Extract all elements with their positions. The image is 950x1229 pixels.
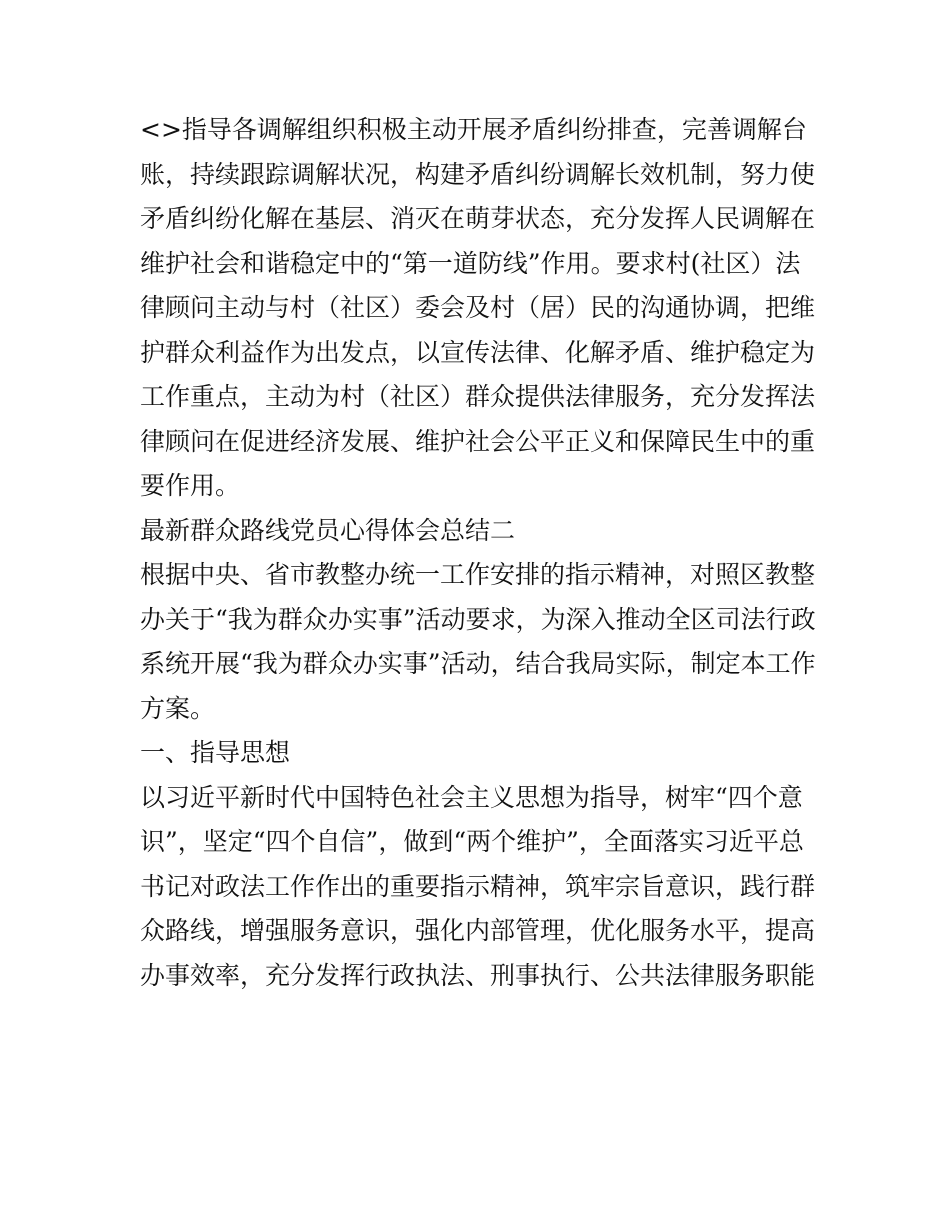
text-line: 办事效率，充分发挥行政执法、刑事执行、公共法律服务职能 (140, 960, 816, 990)
section-heading: 最新群众路线党员心得体会总结二 (140, 515, 516, 545)
text-line: 律顾问在促进经济发展、维护社会公平正义和保障民生中的重 (140, 426, 816, 456)
text-line: 工作重点，主动为村（社区）群众提供法律服务，充分发挥法 (140, 382, 816, 411)
text-line: 识”，坚定“四个自信”，做到“两个维护”，全面落实习近平总 (140, 827, 804, 856)
text-line: 书记对政法工作作出的重要指示精神，筑牢宗旨意识，践行群 (140, 871, 816, 901)
text-line: 办关于“我为群众办实事”活动要求，为深入推动全区司法行政 (140, 604, 816, 634)
document-body (140, 108, 820, 998)
text-line: 方案。 (140, 693, 216, 723)
section-heading: 一、指导思想 (140, 738, 291, 767)
text-line: 账，持续跟踪调解状况，构建矛盾纠纷调解长效机制，努力使 (140, 159, 816, 189)
text-line: <>指导各调解组织积极主动开展矛盾纠纷排查，完善调解台 (140, 115, 807, 144)
text-line: 矛盾纠纷化解在基层、消灭在萌芽状态，充分发挥人民调解在 (140, 204, 816, 233)
text-line: 维护社会和谐稳定中的“第一道防线”作用。要求村(社区）法 (140, 248, 801, 278)
text-line: 系统开展“我为群众办实事”活动，结合我局实际，制定本工作 (140, 649, 816, 678)
text-line: 护群众利益作为出发点，以宣传法律、化解矛盾、维护稳定为 (140, 337, 816, 367)
text-line: 律顾问主动与村（社区）委会及村（居）民的沟通协调，把维 (140, 293, 816, 322)
text-line: 众路线，增强服务意识，强化内部管理，优化服务水平，提高 (140, 916, 816, 945)
text-line: 以习近平新时代中国特色社会主义思想为指导，树牢“四个意 (140, 782, 803, 812)
text-line: 根据中央、省市教整办统一工作安排的指示精神，对照区教整 (140, 560, 816, 589)
text-line: 要作用。 (140, 471, 241, 500)
